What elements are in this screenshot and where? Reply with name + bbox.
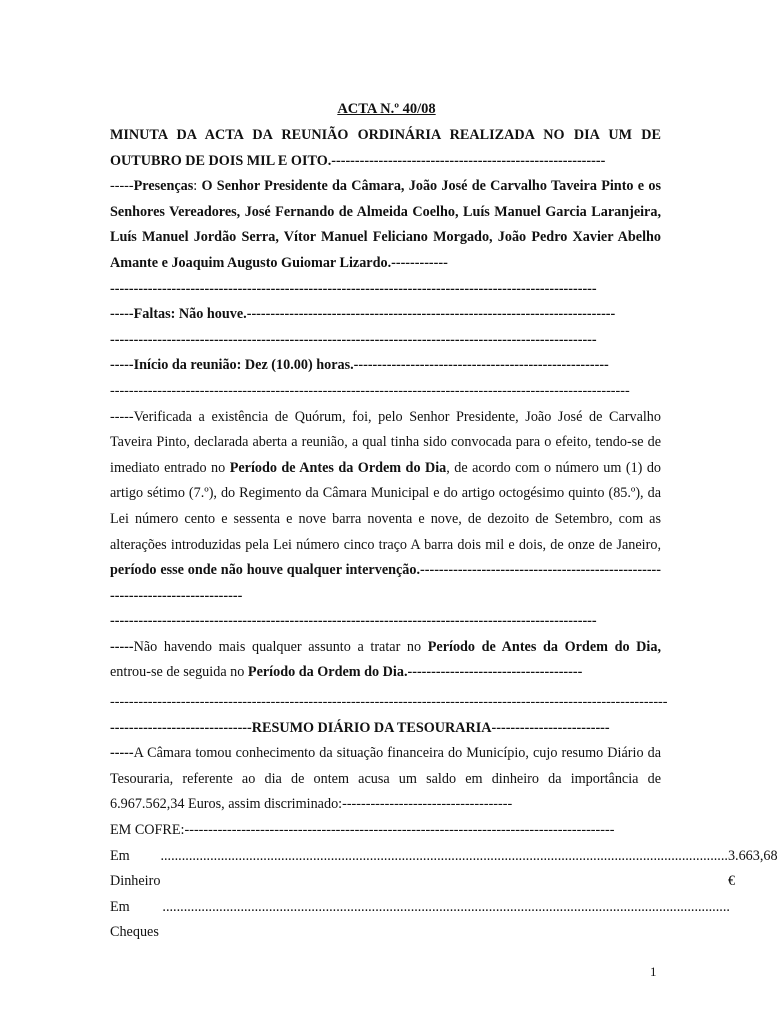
- document-body: [110, 99, 778, 946]
- dash-line: ----------------------------------------------------------------------------------------------------------------------: [110, 694, 668, 711]
- dash-line: -------------------------------------------------------------------------------------------------------: [110, 331, 597, 348]
- resumo-paragraph: [110, 741, 661, 818]
- presencas-text: O Senhor Presidente da Câmara, João José de Carvalho Taveira Pinto e os Senhores Vereadores, José Fernando de Almeida Coelho, Luís Manuel Garcia Laranjeira, Luís Manuel Jordão Serra, Vítor Manuel Feliciano Morgado, João Pedro Xavier Abelho Amante e Joaquim Augusto Guiomar Lizardo.------------: [110, 178, 661, 271]
- dash-prefix: -----: [110, 745, 134, 762]
- nao-havendo-bold-2: Período da Ordem do Dia.-------------------------------------: [247, 664, 583, 681]
- presencas-label: Presenças: [133, 178, 194, 195]
- nao-havendo-paragraph: [110, 635, 661, 686]
- dinheiro-row: [110, 844, 778, 895]
- dinheiro-value: 3.663,68 €: [727, 847, 778, 890]
- nao-havendo-bold-1: Período de Antes da Ordem do Dia,: [427, 638, 662, 655]
- em-cofre-line: EM COFRE:-------------------------------------------------------------------------------------------: [110, 822, 615, 839]
- verificada-paragraph: [110, 405, 661, 610]
- cheques-label: Em Cheques: [110, 898, 159, 941]
- verificada-bold-1: Período de Antes da Ordem do Dia: [229, 459, 447, 476]
- document-heading: MINUTA DA ACTA DA REUNIÃO ORDINÁRIA REALIZADA NO DIA UM DE OUTUBRO DE DOIS MIL E OITO.----------------------------------------------------------: [110, 127, 661, 169]
- verificada-text-2: , de acordo com o número um (1) do artigo sétimo (7.º), do Regimento da Câmara Municipal e do artigo octogésimo quinto (85.º), da Lei número cento e sessenta e nove barra noventa e nove, de dezoito de Setembro, com as alterações introduzidas pela Lei número cinco traço A barra dois mil e dois, de onze de Janeiro,: [110, 459, 662, 553]
- presencas-paragraph: [110, 174, 661, 276]
- nao-havendo-text-2: entrou-se de seguida no: [110, 664, 248, 681]
- dash-line: -------------------------------------------------------------------------------------------------------: [110, 280, 597, 297]
- resumo-text: A Câmara tomou conhecimento da situação financeira do Município, cujo resumo Diário da Tesouraria, referente ao dia de ontem acusa um saldo em dinheiro da importância de 6.967.562,34 Euros, assim discriminado:------------------------------------: [110, 745, 661, 813]
- nao-havendo-text-1: Não havendo mais qualquer assunto a tratar no: [133, 638, 428, 655]
- resumo-heading: ------------------------------RESUMO DIÁRIO DA TESOURARIA-------------------------: [110, 719, 610, 736]
- dot-leader: ................................................................................................................................................................: [160, 847, 728, 864]
- page-number: 1: [650, 964, 657, 979]
- dot-leader: ................................................................................................................................................................: [158, 898, 730, 915]
- faltas-line: -----Faltas: Não houve.------------------------------------------------------------------------------: [110, 306, 616, 323]
- verificada-text-1: -----Verificada a existência de Quórum, foi, pelo Senhor Presidente, João José de Carvalho Taveira Pinto, declarada aberta a reunião, a qual tinha sido convocada para o efeito, tendo-se de imediato entrado no: [110, 408, 661, 476]
- verificada-bold-2: período esse onde não houve qualquer intervenção.-------------------------------------------------------------------------------: [110, 562, 661, 604]
- cheques-row: [110, 895, 730, 946]
- document-title: ACTA N.º 40/08: [337, 101, 436, 117]
- dash-prefix: -----: [110, 638, 134, 655]
- dash-prefix: -----: [110, 178, 134, 195]
- inicio-line: -----Início da reunião: Dez (10.00) horas.------------------------------------------------------: [110, 357, 609, 374]
- dash-line: -------------------------------------------------------------------------------------------------------: [110, 613, 597, 630]
- dash-line: --------------------------------------------------------------------------------------------------------------: [110, 382, 630, 399]
- separator: :: [193, 178, 202, 195]
- dinheiro-label: Em Dinheiro: [110, 847, 161, 890]
